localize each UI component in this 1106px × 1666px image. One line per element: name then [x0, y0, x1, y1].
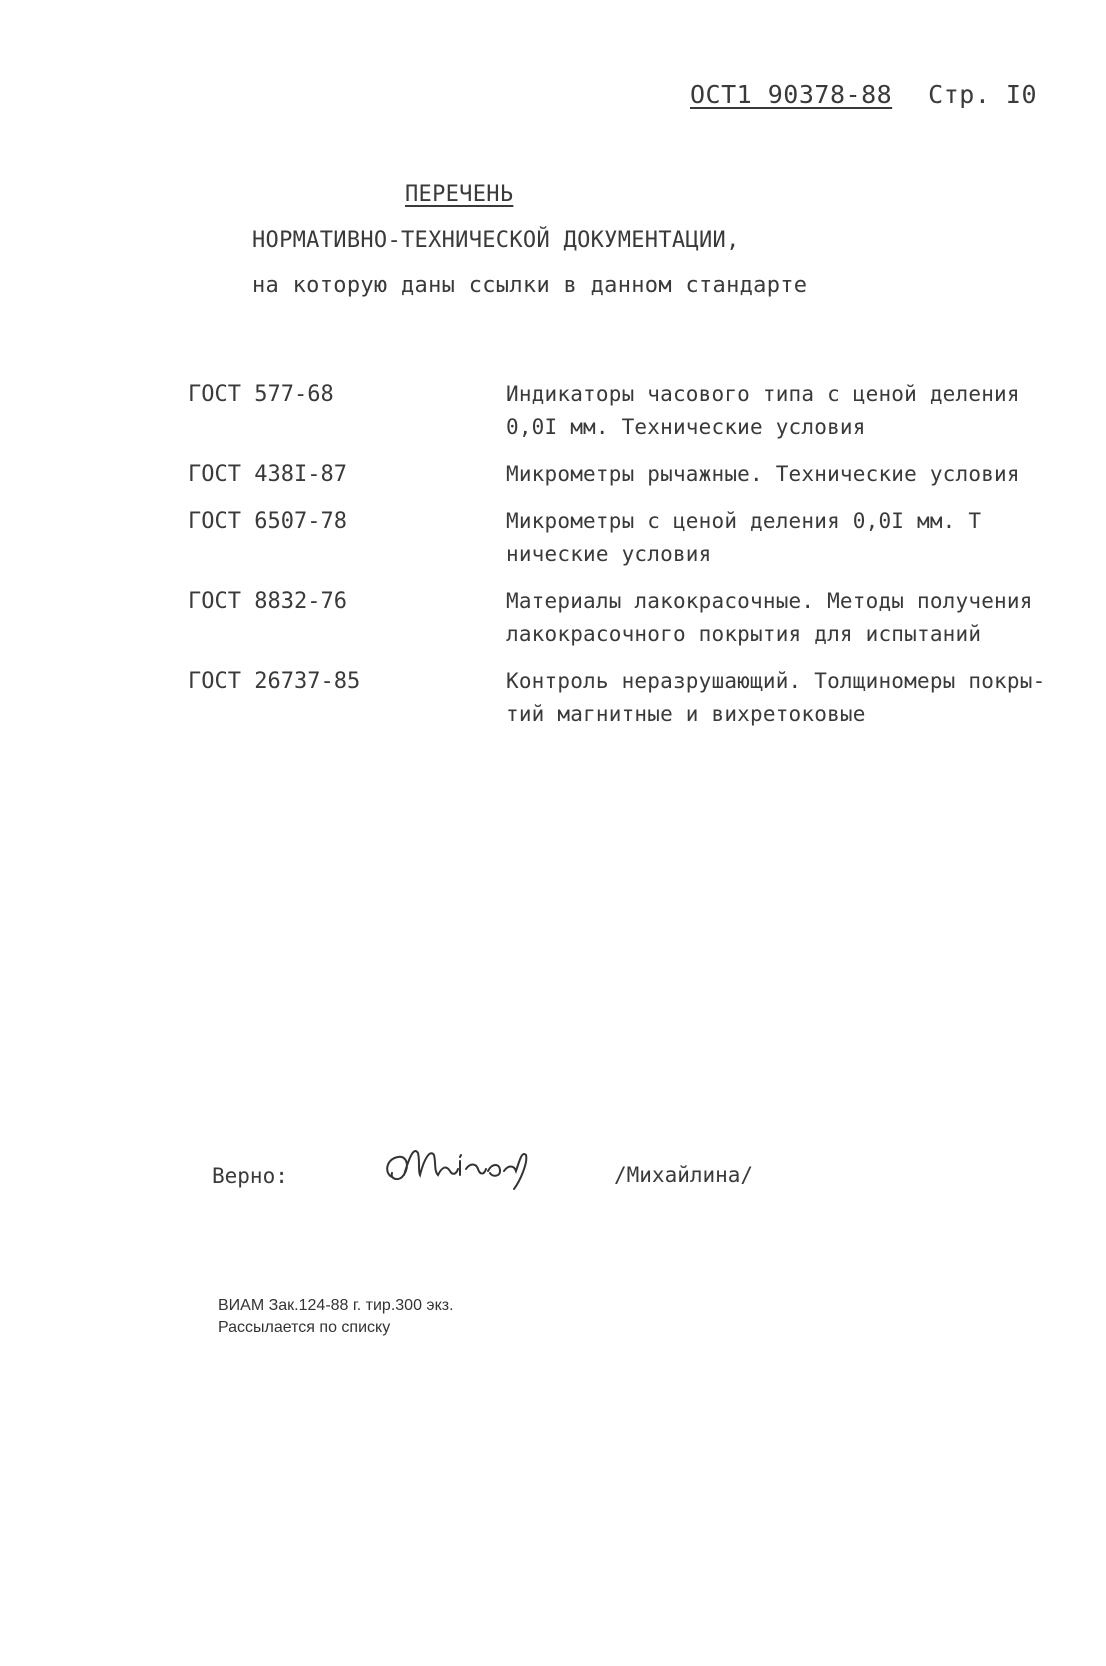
reference-description-line: Микрометры с ценой деления 0,0I мм. Т — [506, 509, 982, 533]
reference-description — [506, 665, 1066, 731]
reference-code: ГОСТ 6507-78 — [188, 509, 347, 534]
reference-description-line: Материалы лакокрасочные. Методы получения — [506, 589, 1033, 613]
reference-description-line: Микрометры рычажные. Технические условия — [506, 462, 1020, 486]
reference-description-line: 0,0I мм. Технические условия — [506, 415, 866, 439]
signer-name: /Михайлина/ — [614, 1163, 754, 1187]
document-code: ОСТ1 90378-88 — [690, 80, 893, 109]
distribution-note: Рассылается по списку — [218, 1319, 391, 1336]
verified-label: Верно: — [212, 1164, 288, 1188]
reference-description-line: нические условия — [506, 542, 712, 566]
reference-description — [506, 458, 1066, 491]
reference-description — [506, 378, 1066, 444]
reference-description-line: тий магнитные и вихретоковые — [506, 702, 866, 726]
reference-code: ГОСТ 26737-85 — [188, 669, 361, 694]
reference-row — [188, 665, 1068, 731]
title-line-1: ПЕРЕЧЕНЬ — [405, 182, 514, 207]
reference-description — [506, 505, 1066, 571]
reference-row — [188, 458, 1068, 491]
reference-row — [188, 378, 1068, 444]
reference-description — [506, 585, 1066, 651]
reference-description-line: Контроль неразрушающий. Толщиномеры покры- — [506, 669, 1046, 693]
reference-list — [188, 378, 1068, 745]
print-order-info: ВИАМ Зак.124-88 г. тир.300 экз. — [218, 1297, 454, 1314]
page-number: Стр. I0 — [928, 80, 1038, 109]
reference-code: ГОСТ 8832-76 — [188, 589, 347, 614]
reference-code: ГОСТ 438I-87 — [188, 462, 347, 487]
reference-row — [188, 505, 1068, 571]
reference-description-line: Индикаторы часового типа с ценой деления — [506, 382, 1020, 406]
title-line-2: НОРМАТИВНО-ТЕХНИЧЕСКОЙ ДОКУМЕНТАЦИИ, — [252, 228, 740, 253]
reference-description-line: лакокрасочного покрытия для испытаний — [506, 622, 982, 646]
page-header — [690, 80, 1037, 109]
title-line-3: на которую даны ссылки в данном стандарте — [252, 273, 808, 298]
print-footer — [218, 1295, 454, 1339]
reference-row — [188, 585, 1068, 651]
reference-code: ГОСТ 577-68 — [188, 382, 334, 407]
handwritten-signature — [380, 1135, 560, 1195]
